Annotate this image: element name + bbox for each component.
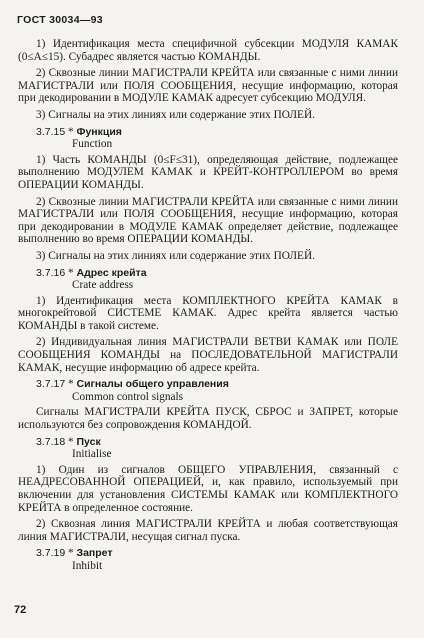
paragraph: 2) Индивидуальная линия МАГИСТРАЛИ ВЕТВИ КАМАК или ПОЛЕ СООБЩЕНИЯ КОМАНДЫ на ПОСЛЕДОВАТЕЛЬНОЙ МАГИСТРАЛИ КАМАК, несущие информацию об адресе крейта. <box>18 336 398 374</box>
section-title: Пуск <box>76 435 101 448</box>
paragraph: 1) Часть КОМАНДЫ (0≤F≤31), определяющая действие, подлежащее выполнению МОДУЛЕМ КАМАК и КРЕЙТ-КОНТРОЛЛЕРОМ во время ОПЕРАЦИИ КОМАНДЫ. <box>18 153 398 191</box>
paragraph: 3) Сигналы на этих линиях или содержание этих ПОЛЕЙ. <box>36 108 315 121</box>
section-heading-3-7-18: 3.7.18 * Пуск <box>36 435 101 448</box>
english-term: Inhibit <box>72 559 103 572</box>
section-heading-3-7-19: 3.7.19 * Запрет <box>36 547 113 560</box>
english-term: Crate address <box>72 279 134 292</box>
section-number: 3.7.18 <box>36 435 66 448</box>
section-heading-3-7-17: 3.7.17 * Сигналы общего управления <box>36 378 229 391</box>
paragraph: 1) Один из сигналов ОБЩЕГО УПРАВЛЕНИЯ, связанный с НЕАДРЕСОВАННОЙ ОПЕРАЦИЕЙ, и, как правило, используемый при включении для установления СИСТЕМЫ КАМАК или КОМПЛЕКТНОГО КРЕЙТА в определенное состояние. <box>18 463 398 514</box>
section-number: 3.7.15 <box>36 125 66 138</box>
section-heading-3-7-15: 3.7.15 * Функция <box>36 125 122 138</box>
english-term: Function <box>72 138 113 151</box>
english-term: Common control signals <box>72 390 184 403</box>
section-heading-3-7-16: 3.7.16 * Адрес крейта <box>36 266 147 279</box>
section-number: 3.7.17 <box>36 378 66 391</box>
running-header: ГОСТ 30034—93 <box>17 14 103 26</box>
paragraph: 1) Идентификация места специфичной субсекции МОДУЛЯ КАМАК (0≤A≤15). Субадрес является частью КОМАНДЫ. <box>18 38 398 63</box>
section-title: Функция <box>76 125 122 138</box>
section-title: Запрет <box>76 547 113 560</box>
paragraph: 1) Идентификация места КОМПЛЕКТНОГО КРЕЙТА КАМАК в многокрейтовой СИСТЕМЕ КАМАК. Адрес крейта является частью КОМАНДЫ в такой системе. <box>18 294 398 332</box>
section-number: 3.7.16 <box>36 266 66 279</box>
page-number: 72 <box>14 604 27 616</box>
paragraph: Сигналы МАГИСТРАЛИ КРЕЙТА ПУСК, СБРОС и ЗАПРЕТ, которые используются без сопровождения КОМАНДОЙ. <box>18 406 398 432</box>
paragraph: 2) Сквозные линии МАГИСТРАЛИ КРЕЙТА или связанные с ними линии МАГИСТРАЛИ или ПОЛЯ СООБЩЕНИЯ, несущие информацию, которая при декодировании в МОДУЛЕ КАМАК адресует субсекцию МОДУЛЯ. <box>18 67 398 105</box>
paragraph: 3) Сигналы на этих линиях или содержание этих ПОЛЕЙ. <box>36 249 315 262</box>
paragraph: 2) Сквозная линия МАГИСТРАЛИ КРЕЙТА и любая соответствующая линия МАГИСТРАЛИ, несущая сигнал пуска. <box>18 518 398 543</box>
english-term: Initialise <box>72 448 112 461</box>
section-title: Адрес крейта <box>76 266 147 279</box>
section-title: Сигналы общего управления <box>76 378 229 391</box>
page-content <box>18 38 398 576</box>
paragraph: 2) Сквозные линии МАГИСТРАЛИ КРЕЙТА или связанные с ними линии МАГИСТРАЛИ или ПОЛЯ СООБЩЕНИЯ, несущие информацию, которая при декодировании в МОДУЛЕ КАМАК определяет действие, подлежащее выполнению во время ОПЕРАЦИИ КОМАНДЫ. <box>18 195 398 246</box>
section-number: 3.7.19 <box>36 547 66 560</box>
